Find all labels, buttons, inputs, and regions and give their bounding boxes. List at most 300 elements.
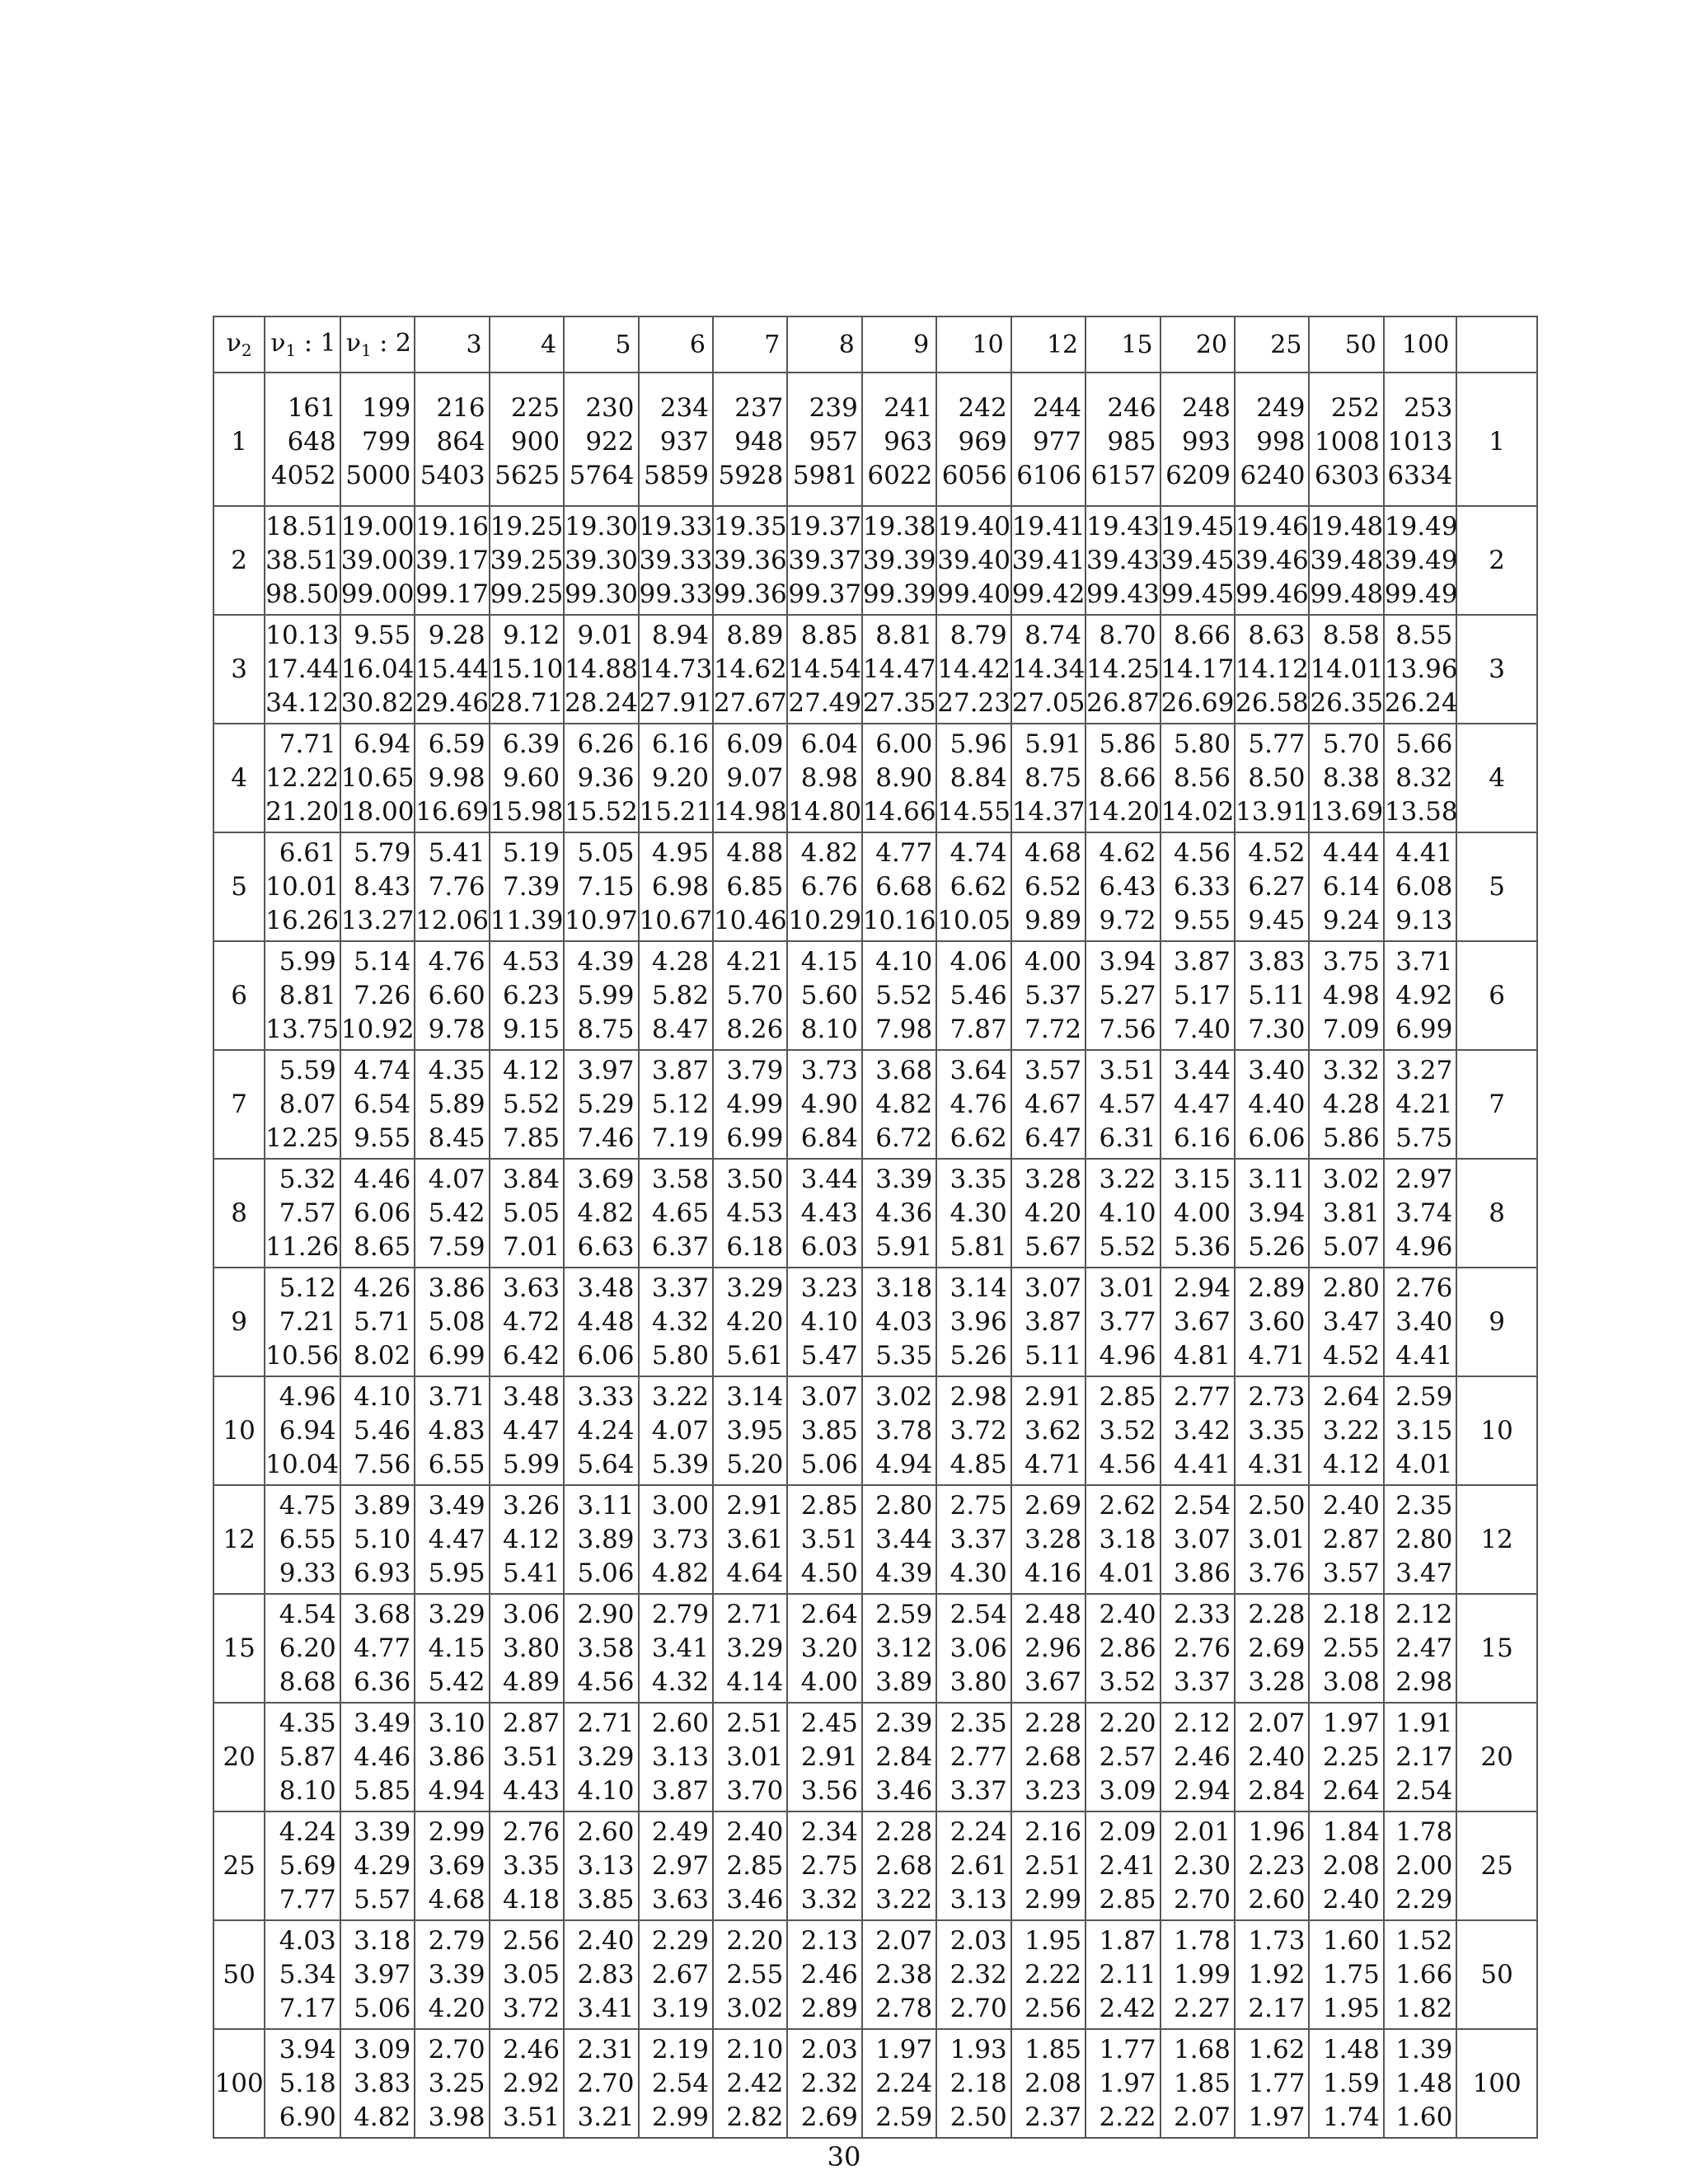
table-cell: 1.85 2.08 2.37 — [1011, 2029, 1085, 2138]
table-cell: 1.73 1.92 2.17 — [1235, 1920, 1309, 2029]
table-cell: 19.35 39.36 99.36 — [713, 506, 787, 615]
table-row — [213, 1268, 1537, 1376]
table-row — [213, 832, 1537, 941]
table-cell: 2.40 2.85 3.46 — [713, 1811, 787, 1920]
table-cell: 2.28 2.68 3.23 — [1011, 1703, 1085, 1811]
table-cell: 3.33 4.24 5.64 — [564, 1376, 638, 1485]
table-cell: 3.02 3.81 5.07 — [1309, 1159, 1383, 1268]
header-col: 7 — [713, 316, 787, 373]
table-cell: 2.85 3.52 4.56 — [1085, 1376, 1160, 1485]
table-cell: 1.48 1.59 1.74 — [1309, 2029, 1383, 2138]
table-cell: 4.74 6.62 10.05 — [936, 832, 1010, 941]
table-cell: 2.12 2.47 2.98 — [1384, 1594, 1456, 1703]
table-cell: 19.16 39.17 99.17 — [415, 506, 489, 615]
table-cell: 2.54 3.06 3.80 — [936, 1594, 1010, 1703]
table-cell: 1.62 1.77 1.97 — [1235, 2029, 1309, 2138]
table-cell: 4.35 5.89 8.45 — [415, 1050, 489, 1159]
table-cell: 6.09 9.07 14.98 — [713, 724, 787, 832]
table-cell: 6.39 9.60 15.98 — [490, 724, 564, 832]
table-row — [213, 1811, 1537, 1920]
table-cell: 3.39 4.36 5.91 — [862, 1159, 936, 1268]
table-cell: 19.46 39.46 99.46 — [1235, 506, 1309, 615]
header-col: 12 — [1011, 316, 1085, 373]
table-cell: 19.48 39.48 99.48 — [1309, 506, 1383, 615]
table-cell: 19.37 39.37 99.37 — [787, 506, 861, 615]
table-cell: 6.00 8.90 14.66 — [862, 724, 936, 832]
table-cell: 3.07 3.87 5.11 — [1011, 1268, 1085, 1376]
table-cell: 2.09 2.41 2.85 — [1085, 1811, 1160, 1920]
table-cell: 5.14 7.26 10.92 — [340, 941, 415, 1050]
table-cell: 3.50 4.53 6.18 — [713, 1159, 787, 1268]
table-cell: 2.34 2.75 3.32 — [787, 1811, 861, 1920]
table-cell: 252 1008 6303 — [1309, 373, 1383, 506]
table-cell: 2.20 2.57 3.09 — [1085, 1703, 1160, 1811]
table-cell: 4.75 6.55 9.33 — [265, 1485, 340, 1594]
row-label: 5 — [213, 832, 265, 941]
table-cell: 3.09 3.83 4.82 — [340, 2029, 415, 2138]
table-cell: 237 948 5928 — [713, 373, 787, 506]
table-cell: 2.85 3.51 4.50 — [787, 1485, 861, 1594]
header-nu2 — [213, 316, 265, 373]
table-cell: 8.55 13.96 26.24 — [1384, 615, 1456, 724]
table-cell: 4.44 6.14 9.24 — [1309, 832, 1383, 941]
table-cell: 2.70 3.25 3.98 — [415, 2029, 489, 2138]
table-cell: 4.96 6.94 10.04 — [265, 1376, 340, 1485]
table-cell: 3.87 5.12 7.19 — [639, 1050, 713, 1159]
f-distribution-table — [213, 316, 1538, 2139]
table-cell: 4.77 6.68 10.16 — [862, 832, 936, 941]
table-cell: 2.91 3.61 4.64 — [713, 1485, 787, 1594]
table-cell: 4.52 6.27 9.45 — [1235, 832, 1309, 941]
table-cell: 4.74 6.54 9.55 — [340, 1050, 415, 1159]
header-col: 25 — [1235, 316, 1309, 373]
table-cell: 3.49 4.46 5.85 — [340, 1703, 415, 1811]
row-label-right: 1 — [1456, 373, 1537, 506]
table-cell: 5.80 8.56 14.02 — [1160, 724, 1235, 832]
header-col: 50 — [1309, 316, 1383, 373]
table-cell: 2.46 2.92 3.51 — [490, 2029, 564, 2138]
header-col: 9 — [862, 316, 936, 373]
table-cell: 2.29 2.67 3.19 — [639, 1920, 713, 2029]
table-cell: 253 1013 6334 — [1384, 373, 1456, 506]
table-cell: 230 922 5764 — [564, 373, 638, 506]
table-cell: 3.23 4.10 5.47 — [787, 1268, 861, 1376]
table-cell: 2.07 2.38 2.78 — [862, 1920, 936, 2029]
header-col: 20 — [1160, 316, 1235, 373]
row-label-right: 9 — [1456, 1268, 1537, 1376]
nu2-symbol: ν — [226, 329, 241, 358]
table-cell: 242 969 6056 — [936, 373, 1010, 506]
table-cell: 3.37 4.32 5.80 — [639, 1268, 713, 1376]
row-label-right: 50 — [1456, 1920, 1537, 2029]
table-cell: 1.39 1.48 1.60 — [1384, 2029, 1456, 2138]
table-cell: 2.13 2.46 2.89 — [787, 1920, 861, 2029]
table-cell: 3.27 4.21 5.75 — [1384, 1050, 1456, 1159]
table-cell: 3.75 4.98 7.09 — [1309, 941, 1383, 1050]
table-row — [213, 615, 1537, 724]
table-cell: 2.64 3.22 4.12 — [1309, 1376, 1383, 1485]
table-cell: 8.85 14.54 27.49 — [787, 615, 861, 724]
row-label-right: 5 — [1456, 832, 1537, 941]
table-cell: 9.01 14.88 28.24 — [564, 615, 638, 724]
table-cell: 3.10 3.86 4.94 — [415, 1703, 489, 1811]
table-cell: 2.71 3.29 4.14 — [713, 1594, 787, 1703]
table-cell: 2.35 2.80 3.47 — [1384, 1485, 1456, 1594]
table-cell: 4.35 5.87 8.10 — [265, 1703, 340, 1811]
table-cell: 4.12 5.52 7.85 — [490, 1050, 564, 1159]
page-number: 30 — [827, 2141, 861, 2172]
table-cell: 6.59 9.98 16.69 — [415, 724, 489, 832]
header-col: 10 — [936, 316, 1010, 373]
table-cell: 1.93 2.18 2.50 — [936, 2029, 1010, 2138]
table-cell: 8.70 14.25 26.87 — [1085, 615, 1160, 724]
table-body — [213, 373, 1537, 2138]
row-label-right: 2 — [1456, 506, 1537, 615]
table-cell: 5.41 7.76 12.06 — [415, 832, 489, 941]
table-cell: 1.78 1.99 2.27 — [1160, 1920, 1235, 2029]
table-cell: 4.00 5.37 7.72 — [1011, 941, 1085, 1050]
table-cell: 3.86 5.08 6.99 — [415, 1268, 489, 1376]
table-cell: 4.07 5.42 7.59 — [415, 1159, 489, 1268]
table-cell: 4.95 6.98 10.67 — [639, 832, 713, 941]
table-cell: 4.53 6.23 9.15 — [490, 941, 564, 1050]
table-cell: 239 957 5981 — [787, 373, 861, 506]
row-label-right: 12 — [1456, 1485, 1537, 1594]
header-col-label: : 1 — [296, 329, 336, 358]
table-cell: 19.00 39.00 99.00 — [340, 506, 415, 615]
table-cell: 2.56 3.05 3.72 — [490, 1920, 564, 2029]
table-cell: 244 977 6106 — [1011, 373, 1085, 506]
table-cell: 2.39 2.84 3.46 — [862, 1703, 936, 1811]
header-blank — [1456, 316, 1537, 373]
row-label: 15 — [213, 1594, 265, 1703]
table-cell: 10.13 17.44 34.12 — [265, 615, 340, 724]
table-cell: 4.21 5.70 8.26 — [713, 941, 787, 1050]
row-label-right: 10 — [1456, 1376, 1537, 1485]
table-row — [213, 1376, 1537, 1485]
table-cell: 2.51 3.01 3.70 — [713, 1703, 787, 1811]
table-cell: 3.68 4.82 6.72 — [862, 1050, 936, 1159]
table-cell: 2.20 2.55 3.02 — [713, 1920, 787, 2029]
table-cell: 2.01 2.30 2.70 — [1160, 1811, 1235, 1920]
table-cell: 3.39 4.29 5.57 — [340, 1811, 415, 1920]
table-cell: 19.43 39.43 99.43 — [1085, 506, 1160, 615]
row-label: 100 — [213, 2029, 265, 2138]
table-cell: 4.26 5.71 8.02 — [340, 1268, 415, 1376]
row-label-right: 20 — [1456, 1703, 1537, 1811]
table-cell: 4.68 6.52 9.89 — [1011, 832, 1085, 941]
table-cell: 5.70 8.38 13.69 — [1309, 724, 1383, 832]
table-cell: 1.78 2.00 2.29 — [1384, 1811, 1456, 1920]
row-label: 50 — [213, 1920, 265, 2029]
table-cell: 2.16 2.51 2.99 — [1011, 1811, 1085, 1920]
table-cell: 216 864 5403 — [415, 373, 489, 506]
table-cell: 3.35 4.30 5.81 — [936, 1159, 1010, 1268]
table-cell: 5.05 7.15 10.97 — [564, 832, 638, 941]
table-cell: 5.59 8.07 12.25 — [265, 1050, 340, 1159]
table-cell: 249 998 6240 — [1235, 373, 1309, 506]
table-cell: 3.83 5.11 7.30 — [1235, 941, 1309, 1050]
nu1-symbol: ν — [345, 329, 361, 358]
table-cell: 3.94 5.18 6.90 — [265, 2029, 340, 2138]
table-row — [213, 1050, 1537, 1159]
table-cell: 3.44 4.43 6.03 — [787, 1159, 861, 1268]
table-cell: 246 985 6157 — [1085, 373, 1160, 506]
table-cell: 2.80 3.47 4.52 — [1309, 1268, 1383, 1376]
table-cell: 4.03 5.34 7.17 — [265, 1920, 340, 2029]
table-cell: 2.10 2.42 2.82 — [713, 2029, 787, 2138]
table-cell: 3.29 4.20 5.61 — [713, 1268, 787, 1376]
row-label: 8 — [213, 1159, 265, 1268]
table-cell: 2.97 3.74 4.96 — [1384, 1159, 1456, 1268]
table-cell: 5.32 7.57 11.26 — [265, 1159, 340, 1268]
row-label-right: 4 — [1456, 724, 1537, 832]
table-cell: 2.79 3.39 4.20 — [415, 1920, 489, 2029]
table-cell: 1.84 2.08 2.40 — [1309, 1811, 1383, 1920]
table-cell: 2.48 2.96 3.67 — [1011, 1594, 1085, 1703]
table-cell: 2.54 3.07 3.86 — [1160, 1485, 1235, 1594]
table-cell: 3.51 4.57 6.31 — [1085, 1050, 1160, 1159]
table-row — [213, 373, 1537, 506]
table-cell: 2.60 3.13 3.85 — [564, 1811, 638, 1920]
table-cell: 2.98 3.72 4.85 — [936, 1376, 1010, 1485]
table-cell: 8.66 14.17 26.69 — [1160, 615, 1235, 724]
table-row — [213, 1920, 1537, 2029]
table-cell: 4.24 5.69 7.77 — [265, 1811, 340, 1920]
table-cell: 1.77 1.97 2.22 — [1085, 2029, 1160, 2138]
table-cell: 2.50 3.01 3.76 — [1235, 1485, 1309, 1594]
table-cell: 3.48 4.48 6.06 — [564, 1268, 638, 1376]
table-cell: 3.07 3.85 5.06 — [787, 1376, 861, 1485]
header-col-label: : 2 — [371, 329, 412, 358]
table-cell: 4.62 6.43 9.72 — [1085, 832, 1160, 941]
nu1-subscript: 1 — [285, 340, 297, 360]
table-cell: 4.76 6.60 9.78 — [415, 941, 489, 1050]
table-cell: 2.75 3.37 4.30 — [936, 1485, 1010, 1594]
table-cell: 5.77 8.50 13.91 — [1235, 724, 1309, 832]
row-label-right: 7 — [1456, 1050, 1537, 1159]
table-cell: 2.79 3.41 4.32 — [639, 1594, 713, 1703]
header-col: 4 — [490, 316, 564, 373]
table-cell: 4.41 6.08 9.13 — [1384, 832, 1456, 941]
table-cell: 3.71 4.83 6.55 — [415, 1376, 489, 1485]
table-cell: 234 937 5859 — [639, 373, 713, 506]
table-cell: 2.80 3.44 4.39 — [862, 1485, 936, 1594]
table-cell: 3.71 4.92 6.99 — [1384, 941, 1456, 1050]
table-cell: 3.32 4.28 5.86 — [1309, 1050, 1383, 1159]
table-cell: 4.54 6.20 8.68 — [265, 1594, 340, 1703]
table-row — [213, 941, 1537, 1050]
table-cell: 2.73 3.35 4.31 — [1235, 1376, 1309, 1485]
table-cell: 1.68 1.85 2.07 — [1160, 2029, 1235, 2138]
table-cell: 2.35 2.77 3.37 — [936, 1703, 1010, 1811]
header-col: 8 — [787, 316, 861, 373]
table-cell: 2.69 3.28 4.16 — [1011, 1485, 1085, 1594]
table-row — [213, 724, 1537, 832]
table-cell: 6.04 8.98 14.80 — [787, 724, 861, 832]
table-cell: 3.57 4.67 6.47 — [1011, 1050, 1085, 1159]
table-cell: 3.94 5.27 7.56 — [1085, 941, 1160, 1050]
row-label-right: 6 — [1456, 941, 1537, 1050]
table-cell: 2.03 2.32 2.70 — [936, 1920, 1010, 2029]
table-cell: 2.31 2.70 3.21 — [564, 2029, 638, 2138]
table-cell: 19.33 39.33 99.33 — [639, 506, 713, 615]
table-cell: 9.28 15.44 29.46 — [415, 615, 489, 724]
table-cell: 2.33 2.76 3.37 — [1160, 1594, 1235, 1703]
row-label: 10 — [213, 1376, 265, 1485]
table-cell: 3.84 5.05 7.01 — [490, 1159, 564, 1268]
row-label: 4 — [213, 724, 265, 832]
table-cell: 4.10 5.46 7.56 — [340, 1376, 415, 1485]
table-cell: 2.87 3.51 4.43 — [490, 1703, 564, 1811]
table-cell: 6.26 9.36 15.52 — [564, 724, 638, 832]
table-row — [213, 1159, 1537, 1268]
table-cell: 4.10 5.52 7.98 — [862, 941, 936, 1050]
table-cell: 5.66 8.32 13.58 — [1384, 724, 1456, 832]
table-cell: 2.77 3.42 4.41 — [1160, 1376, 1235, 1485]
table-cell: 5.99 8.81 13.75 — [265, 941, 340, 1050]
table-cell: 3.22 4.07 5.39 — [639, 1376, 713, 1485]
table-cell: 2.71 3.29 4.10 — [564, 1703, 638, 1811]
table-cell: 1.95 2.22 2.56 — [1011, 1920, 1085, 2029]
table-cell: 4.39 5.99 8.75 — [564, 941, 638, 1050]
table-cell: 3.87 5.17 7.40 — [1160, 941, 1235, 1050]
table-cell: 3.28 4.20 5.67 — [1011, 1159, 1085, 1268]
table-cell: 19.45 39.45 99.45 — [1160, 506, 1235, 615]
table-cell: 4.82 6.76 10.29 — [787, 832, 861, 941]
header-col: 6 — [639, 316, 713, 373]
table-cell: 4.88 6.85 10.46 — [713, 832, 787, 941]
header-nu1-2 — [340, 316, 415, 373]
table-row — [213, 2029, 1537, 2138]
table-cell: 8.74 14.34 27.05 — [1011, 615, 1085, 724]
row-label-right: 15 — [1456, 1594, 1537, 1703]
table-cell: 8.94 14.73 27.91 — [639, 615, 713, 724]
table-cell: 2.03 2.32 2.69 — [787, 2029, 861, 2138]
table-cell: 9.12 15.10 28.71 — [490, 615, 564, 724]
table-cell: 19.49 39.49 99.49 — [1384, 506, 1456, 615]
row-label: 2 — [213, 506, 265, 615]
table-row — [213, 1594, 1537, 1703]
table-cell: 2.40 2.83 3.41 — [564, 1920, 638, 2029]
table-cell: 5.12 7.21 10.56 — [265, 1268, 340, 1376]
table-cell: 19.25 39.25 99.25 — [490, 506, 564, 615]
table-cell: 2.94 3.67 4.81 — [1160, 1268, 1235, 1376]
table-cell: 2.49 2.97 3.63 — [639, 1811, 713, 1920]
table-cell: 3.58 4.65 6.37 — [639, 1159, 713, 1268]
table-cell: 3.18 4.03 5.35 — [862, 1268, 936, 1376]
table-cell: 225 900 5625 — [490, 373, 564, 506]
table-cell: 3.26 4.12 5.41 — [490, 1485, 564, 1594]
table-cell: 2.59 3.15 4.01 — [1384, 1376, 1456, 1485]
table-cell: 8.89 14.62 27.67 — [713, 615, 787, 724]
table-cell: 161 648 4052 — [265, 373, 340, 506]
table-cell: 3.14 3.96 5.26 — [936, 1268, 1010, 1376]
table-cell: 2.40 2.86 3.52 — [1085, 1594, 1160, 1703]
table-cell: 6.16 9.20 15.21 — [639, 724, 713, 832]
table-cell: 3.29 4.15 5.42 — [415, 1594, 489, 1703]
table-cell: 3.63 4.72 6.42 — [490, 1268, 564, 1376]
table-cell: 4.06 5.46 7.87 — [936, 941, 1010, 1050]
table-cell: 8.79 14.42 27.23 — [936, 615, 1010, 724]
header-col: 100 — [1384, 316, 1456, 373]
header-col: 15 — [1085, 316, 1160, 373]
table-cell: 4.46 6.06 8.65 — [340, 1159, 415, 1268]
table-cell: 3.22 4.10 5.52 — [1085, 1159, 1160, 1268]
table-cell: 2.62 3.18 4.01 — [1085, 1485, 1160, 1594]
table-cell: 2.76 3.35 4.18 — [490, 1811, 564, 1920]
row-label-right: 3 — [1456, 615, 1537, 724]
table-cell: 2.19 2.54 2.99 — [639, 2029, 713, 2138]
table-cell: 19.40 39.40 99.40 — [936, 506, 1010, 615]
table-cell: 2.28 2.68 3.22 — [862, 1811, 936, 1920]
table-cell: 241 963 6022 — [862, 373, 936, 506]
table-row — [213, 1703, 1537, 1811]
row-label: 20 — [213, 1703, 265, 1811]
table-cell: 3.11 3.94 5.26 — [1235, 1159, 1309, 1268]
table-cell: 1.96 2.23 2.60 — [1235, 1811, 1309, 1920]
table-cell: 3.06 3.80 4.89 — [490, 1594, 564, 1703]
table-cell: 248 993 6209 — [1160, 373, 1235, 506]
table-cell: 1.60 1.75 1.95 — [1309, 1920, 1383, 2029]
table-cell: 2.45 2.91 3.56 — [787, 1703, 861, 1811]
table-cell: 3.00 3.73 4.82 — [639, 1485, 713, 1594]
header-row — [213, 316, 1537, 373]
table-cell: 3.97 5.29 7.46 — [564, 1050, 638, 1159]
table-cell: 4.28 5.82 8.47 — [639, 941, 713, 1050]
table-cell: 3.49 4.47 5.95 — [415, 1485, 489, 1594]
table-cell: 2.07 2.40 2.84 — [1235, 1703, 1309, 1811]
row-label: 3 — [213, 615, 265, 724]
table-cell: 2.60 3.13 3.87 — [639, 1703, 713, 1811]
header-nu1-1 — [265, 316, 340, 373]
row-label: 7 — [213, 1050, 265, 1159]
nu2-subscript: 2 — [241, 340, 252, 360]
row-label: 6 — [213, 941, 265, 1050]
table-cell: 8.58 14.01 26.35 — [1309, 615, 1383, 724]
table-cell: 2.76 3.40 4.41 — [1384, 1268, 1456, 1376]
table-cell: 2.90 3.58 4.56 — [564, 1594, 638, 1703]
table-cell: 7.71 12.22 21.20 — [265, 724, 340, 832]
table-cell: 2.12 2.46 2.94 — [1160, 1703, 1235, 1811]
table-cell: 4.56 6.33 9.55 — [1160, 832, 1235, 941]
table-cell: 2.40 2.87 3.57 — [1309, 1485, 1383, 1594]
table-cell: 3.14 3.95 5.20 — [713, 1376, 787, 1485]
table-cell: 3.11 3.89 5.06 — [564, 1485, 638, 1594]
table-cell: 6.94 10.65 18.00 — [340, 724, 415, 832]
table-cell: 5.86 8.66 14.20 — [1085, 724, 1160, 832]
table-cell: 3.18 3.97 5.06 — [340, 1920, 415, 2029]
table-cell: 19.30 39.30 99.30 — [564, 506, 638, 615]
table-cell: 3.48 4.47 5.99 — [490, 1376, 564, 1485]
table-cell: 6.61 10.01 16.26 — [265, 832, 340, 941]
table-cell: 2.28 2.69 3.28 — [1235, 1594, 1309, 1703]
table-cell: 1.97 2.24 2.59 — [862, 2029, 936, 2138]
table-cell: 5.19 7.39 11.39 — [490, 832, 564, 941]
table-cell: 2.99 3.69 4.68 — [415, 1811, 489, 1920]
nu1-subscript: 1 — [361, 340, 372, 360]
table-cell: 19.41 39.41 99.42 — [1011, 506, 1085, 615]
table-cell: 5.96 8.84 14.55 — [936, 724, 1010, 832]
table-cell: 5.91 8.75 14.37 — [1011, 724, 1085, 832]
table-cell: 2.18 2.55 3.08 — [1309, 1594, 1383, 1703]
row-label: 9 — [213, 1268, 265, 1376]
table-row — [213, 506, 1537, 615]
table-cell: 3.01 3.77 4.96 — [1085, 1268, 1160, 1376]
row-label-right: 100 — [1456, 2029, 1537, 2138]
table-cell: 199 799 5000 — [340, 373, 415, 506]
table-cell: 1.87 2.11 2.42 — [1085, 1920, 1160, 2029]
